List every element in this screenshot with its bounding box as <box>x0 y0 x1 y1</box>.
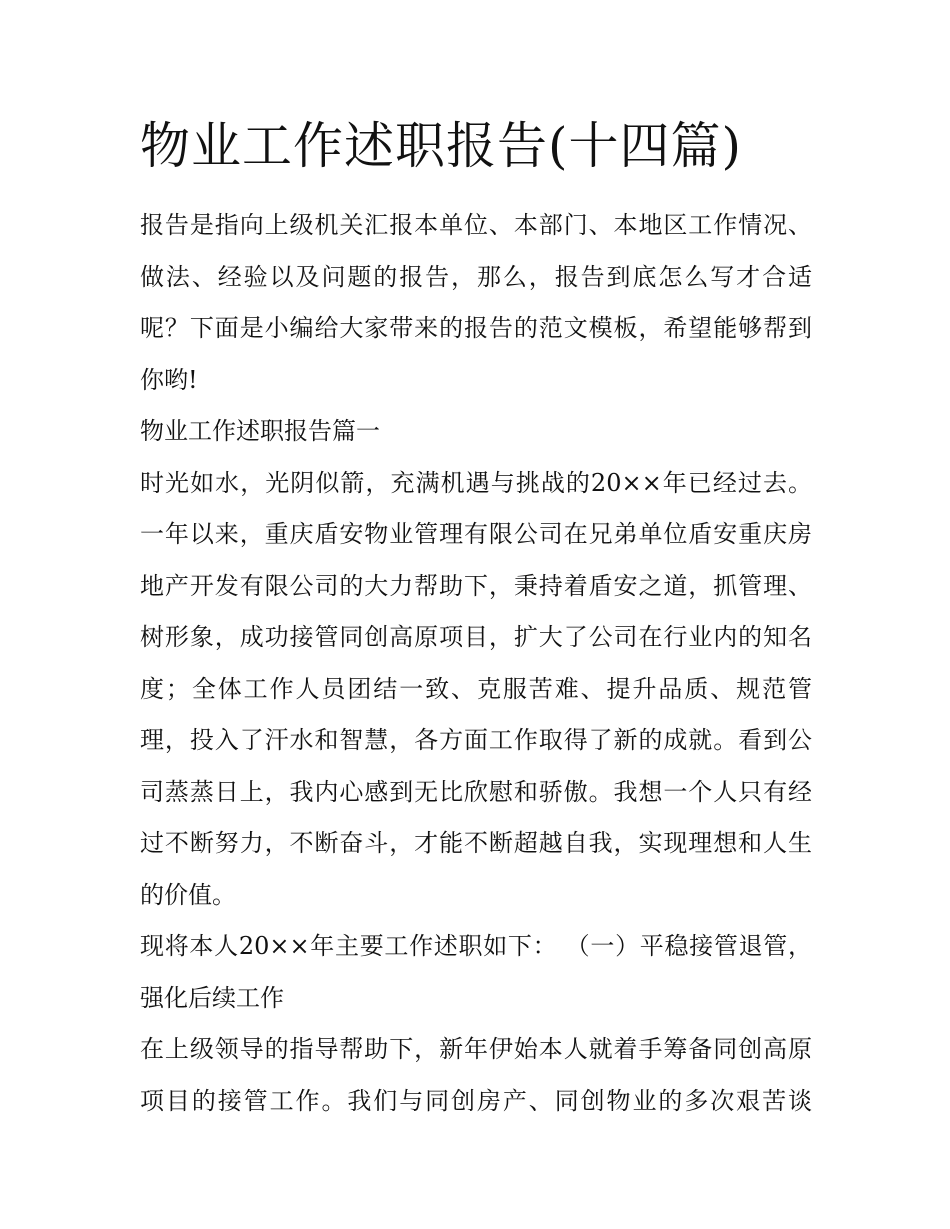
text-line: 度；全体工作人员团结一致、克服苦难、提升品质、规范管 <box>140 674 812 703</box>
text-line: 强化后续工作 <box>140 983 284 1012</box>
text-line: 一年以来，重庆盾安物业管理有限公司在兄弟单位盾安重庆房 <box>140 520 812 548</box>
text-line: 做法、经验以及问题的报告，那么，报告到底怎么写才合适 <box>140 262 812 291</box>
text-line: 在上级领导的指导帮助下，新年伊始本人就着手筹备同创高原 <box>140 1035 812 1063</box>
text-line: 项目的接管工作。我们与同创房产、同创物业的多次艰苦谈 <box>140 1086 812 1115</box>
text-line: 的价值。 <box>140 880 236 909</box>
text-line: 理，投入了汗水和智慧，各方面工作取得了新的成就。看到公 <box>140 726 812 754</box>
text-line: 时光如水，光阴似箭，充满机遇与挑战的20××年已经过去。 <box>140 468 812 497</box>
text-line: 呢？下面是小编给大家带来的报告的范文模板，希望能够帮到 <box>140 314 812 342</box>
text-line: 你哟! <box>140 365 198 394</box>
document-body <box>140 200 812 1127</box>
text-line: 树形象，成功接管同创高原项目，扩大了公司在行业内的知名 <box>140 623 812 651</box>
text-line: 过不断努力，不断奋斗，才能不断超越自我，实现理想和人生 <box>140 829 812 857</box>
text-line: 报告是指向上级机关汇报本单位、本部门、本地区工作情况、 <box>140 211 812 239</box>
document-title: 物业工作述职报告(十四篇) <box>140 117 743 175</box>
text-line: 现将本人20××年主要工作述职如下： （一）平稳接管退管， <box>140 932 812 960</box>
text-line: 地产开发有限公司的大力帮助下，秉持着盾安之道，抓管理、 <box>140 571 812 600</box>
text-line: 物业工作述职报告篇一 <box>140 417 380 445</box>
text-line: 司蒸蒸日上，我内心感到无比欣慰和骄傲。我想一个人只有经 <box>140 777 812 806</box>
